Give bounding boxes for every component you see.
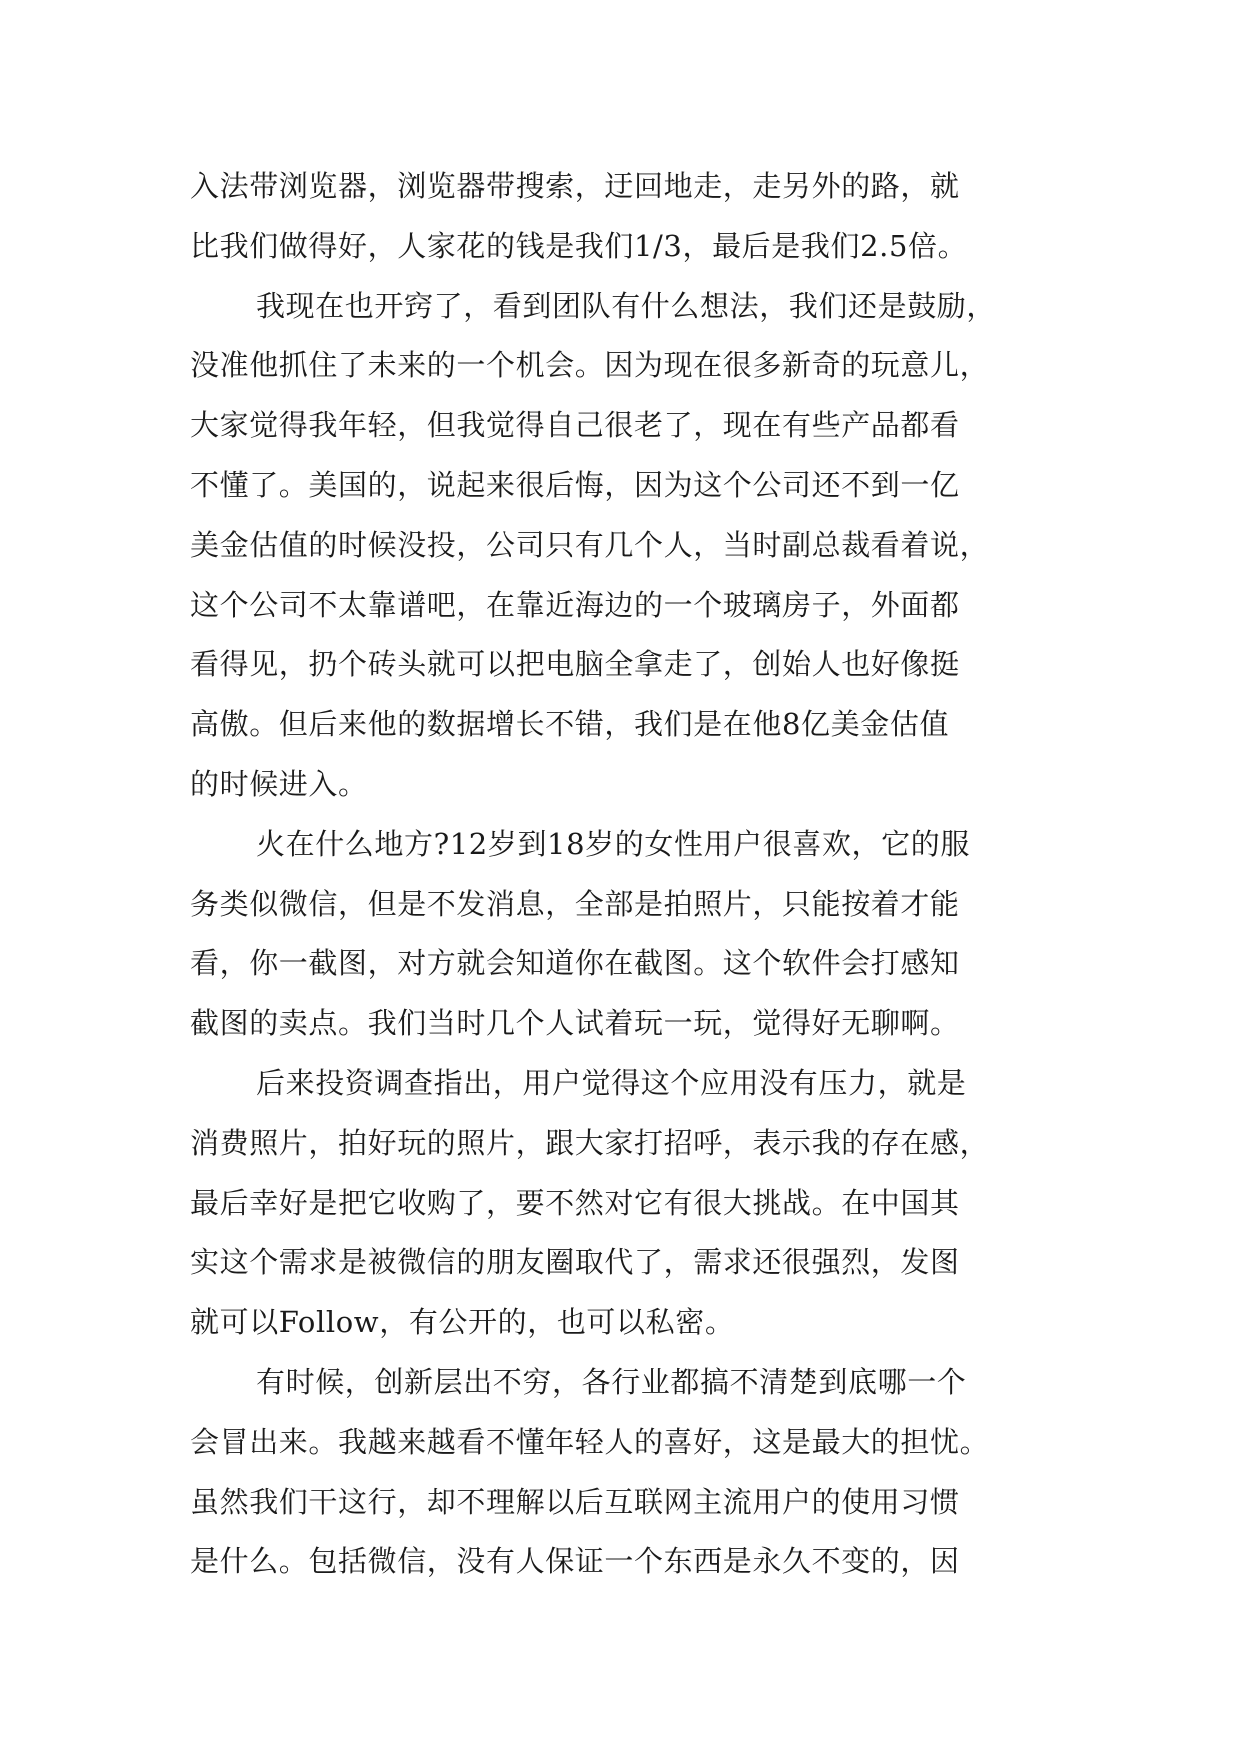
document-body [190, 157, 1050, 1592]
text-line: 不懂了。美国的，说起来很后悔，因为这个公司还不到一亿 [190, 467, 960, 502]
text-line: 消费照片，拍好玩的照片，跟大家打招呼，表示我的存在感， [190, 1125, 990, 1160]
text-line: 比我们做得好，人家花的钱是我们1/3，最后是我们2.5倍。 [190, 228, 968, 263]
text-line: 截图的卖点。我们当时几个人试着玩一玩，觉得好无聊啊。 [190, 1006, 960, 1041]
text-line: 会冒出来。我越来越看不懂年轻人的喜好，这是最大的担忧。 [190, 1424, 990, 1459]
text-line: 实这个需求是被微信的朋友圈取代了，需求还很强烈，发图 [190, 1245, 960, 1280]
paragraph-start-line: 我现在也开窍了，看到团队有什么想法，我们还是鼓励， [256, 288, 997, 323]
text-line: 美金估值的时候没投，公司只有几个人，当时副总裁看着说， [190, 527, 990, 562]
text-line: 虽然我们干这行，却不理解以后互联网主流用户的使用习惯 [190, 1484, 960, 1519]
text-line: 这个公司不太靠谱吧，在靠近海边的一个玻璃房子，外面都 [190, 587, 960, 622]
text-line: 最后幸好是把它收购了，要不然对它有很大挑战。在中国其 [190, 1185, 960, 1220]
text-line: 就可以Follow，有公开的，也可以私密。 [190, 1305, 735, 1340]
text-line: 入法带浏览器，浏览器带搜索，迂回地走，走另外的路，就 [190, 169, 960, 203]
text-line: 务类似微信，但是不发消息，全部是拍照片，只能按着才能 [190, 886, 960, 921]
text-line: 看得见，扔个砖头就可以把电脑全拿走了，创始人也好像挺 [190, 647, 960, 682]
text-line: 大家觉得我年轻，但我觉得自己很老了，现在有些产品都看 [190, 408, 960, 443]
paragraph-start-line: 后来投资调查指出，用户觉得这个应用没有压力，就是 [256, 1065, 967, 1100]
text-line: 看，你一截图，对方就会知道你在截图。这个软件会打感知 [190, 946, 960, 981]
text-line: 没准他抓住了未来的一个机会。因为现在很多新奇的玩意儿， [190, 348, 990, 383]
paragraph-start-line: 有时候，创新层出不穷，各行业都搞不清楚到底哪一个 [256, 1364, 967, 1399]
paragraph-start-line: 火在什么地方?12岁到18岁的女性用户很喜欢，它的服 [256, 826, 970, 861]
text-line: 的时候进入。 [190, 766, 368, 801]
text-line: 是什么。包括微信，没有人保证一个东西是永久不变的，因 [190, 1544, 960, 1579]
text-line: 高傲。但后来他的数据增长不错，我们是在他8亿美金估值 [190, 707, 950, 742]
